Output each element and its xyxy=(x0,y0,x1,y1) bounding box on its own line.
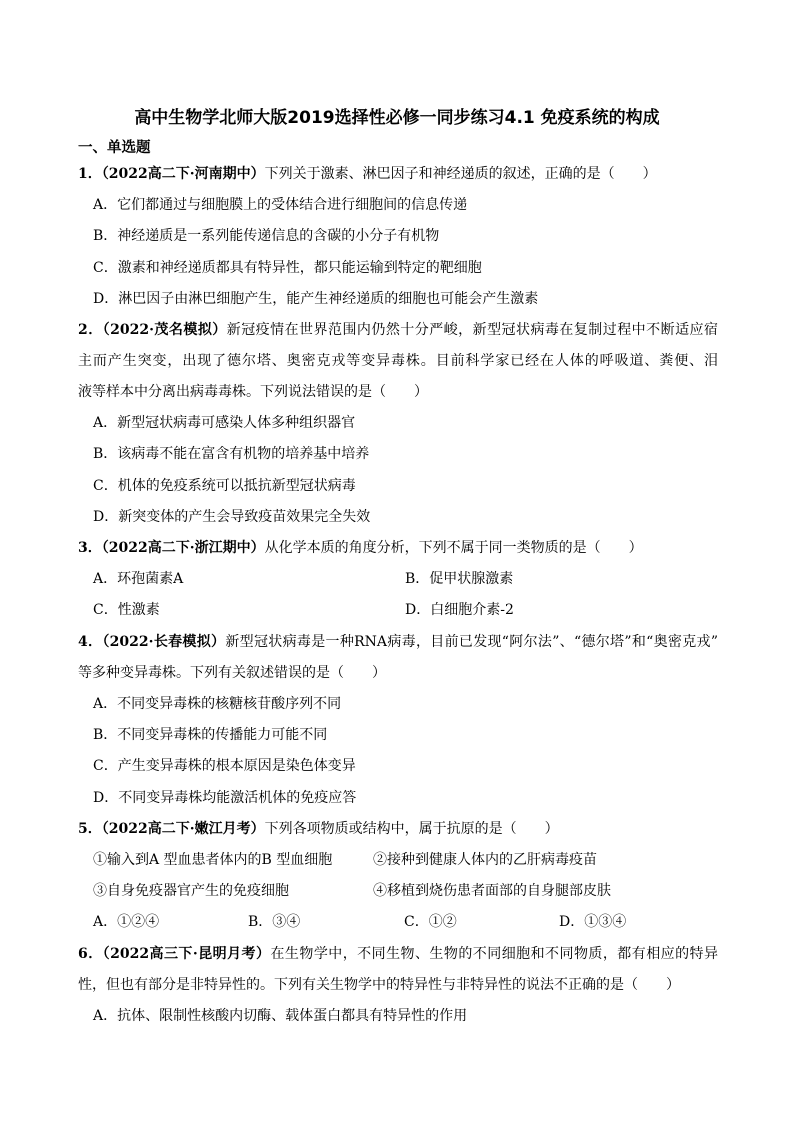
question-text: 在生物学中，不同生物、生物的不同细胞和不同物质，都有相应的特异 xyxy=(270,946,719,962)
question-2-option-a: A．新型冠状病毒可感染人体多种组织器官 xyxy=(93,415,356,431)
question-4-option-b: B．不同变异毒株的传播能力可能不同 xyxy=(93,727,328,743)
question-4-option-c: C．产生变异毒株的根本原因是染色体变异 xyxy=(93,758,356,774)
page-title: 高中生物学北师大版2019选择性必修一同步练习4.1 免疫系统的构成 xyxy=(134,108,660,128)
question-source: （2022·长春模拟） xyxy=(102,634,226,650)
question-6-text-line-2: 性，但也有部分是非特异性的。下列有关生物学中的特异性与非特异性的说法不正确的是（ ） xyxy=(78,977,680,993)
question-1-option-b: B．神经递质是一系列能传递信息的含碳的小分子有机物 xyxy=(93,228,440,244)
question-2-option-c: C．机体的免疫系统可以抵抗新型冠状病毒 xyxy=(93,478,356,494)
question-1-option-d: D．淋巴因子由淋巴细胞产生，能产生神经递质的细胞也可能会产生激素 xyxy=(93,291,539,307)
section-heading: 一、单选题 xyxy=(78,140,151,156)
question-5-option-a: A．①②④ xyxy=(93,914,160,930)
question-3-stem xyxy=(78,538,718,558)
question-number: 3． xyxy=(78,540,102,556)
question-5-item-1: ①输入到A 型血患者体内的B 型血细胞 xyxy=(93,852,333,868)
question-6-stem xyxy=(78,944,718,964)
question-3-option-d: D．白细胞介素-2 xyxy=(405,602,514,618)
question-2-text-line-3: 液等样本中分离出病毒毒株。下列说法错误的是（ ） xyxy=(78,384,428,400)
question-number: 1． xyxy=(78,166,102,182)
question-text: 从化学本质的角度分析，下列不属于同一类物质的是（ ） xyxy=(264,540,643,556)
question-number: 5． xyxy=(78,821,102,837)
question-3-option-c: C．性激素 xyxy=(93,602,160,618)
question-2-option-d: D．新突变体的产生会导致疫苗效果完全失效 xyxy=(93,509,371,525)
question-3-option-b: B．促甲状腺激素 xyxy=(405,571,514,587)
question-number: 2． xyxy=(78,322,103,338)
question-1-stem xyxy=(78,164,718,184)
question-text: 新型冠状病毒是一种RNA病毒，目前已发现“阿尔法”、“德尔塔”和“奥密克戎” xyxy=(225,634,718,650)
question-5-item-3: ③自身免疫器官产生的免疫细胞 xyxy=(93,883,289,899)
question-1-option-a: A．它们都通过与细胞膜上的受体结合进行细胞间的信息传递 xyxy=(93,197,468,213)
question-3-option-a: A．环孢菌素A xyxy=(93,571,184,587)
question-4-option-d: D．不同变异毒株均能激活机体的免疫应答 xyxy=(93,790,357,806)
question-4-stem xyxy=(78,632,718,652)
question-2-text-line-2: 主而产生突变，出现了德尔塔、奥密克戎等变异毒株。目前科学家已经在人体的呼吸道、粪便、泪 xyxy=(78,353,718,369)
question-4-option-a: A．不同变异毒株的核糖核苷酸序列不同 xyxy=(93,696,342,712)
question-text: 新冠疫情在世界范围内仍然十分严峻，新型冠状病毒在复制过程中不断适应宿 xyxy=(226,322,718,338)
question-text: 下列关于激素、淋巴因子和神经递质的叙述，正确的是（ ） xyxy=(264,166,657,182)
question-4-text-line-2: 等多种变异毒株。下列有关叙述错误的是（ ） xyxy=(78,665,386,681)
question-2-option-b: B．该病毒不能在富含有机物的培养基中培养 xyxy=(93,446,370,462)
question-5-option-b: B．③④ xyxy=(248,914,301,930)
question-1-option-c: C．激素和神经递质都具有特异性，都只能运输到特定的靶细胞 xyxy=(93,260,482,276)
question-2-stem xyxy=(78,320,718,340)
question-source: （2022高三下·昆明月考） xyxy=(102,946,271,962)
question-6-option-a: A．抗体、限制性核酸内切酶、载体蛋白都具有特异性的作用 xyxy=(93,1008,468,1024)
question-5-option-d: D．①③④ xyxy=(559,914,627,930)
question-5-item-2: ②接种到健康人体内的乙肝病毒疫苗 xyxy=(373,852,597,868)
question-text: 下列各项物质或结构中，属于抗原的是（ ） xyxy=(264,821,559,837)
question-5-option-c: C．①② xyxy=(404,914,457,930)
question-number: 6． xyxy=(78,946,103,962)
question-5-stem xyxy=(78,819,718,839)
question-source: （2022高二下·河南期中） xyxy=(101,166,265,182)
question-source: （2022高二下·嫩江月考） xyxy=(101,821,265,837)
question-5-item-4: ④移植到烧伤患者面部的自身腿部皮肤 xyxy=(373,883,611,899)
question-number: 4． xyxy=(78,634,103,650)
question-source: （2022高二下·浙江期中） xyxy=(101,540,265,556)
question-source: （2022·茂名模拟） xyxy=(102,322,227,338)
